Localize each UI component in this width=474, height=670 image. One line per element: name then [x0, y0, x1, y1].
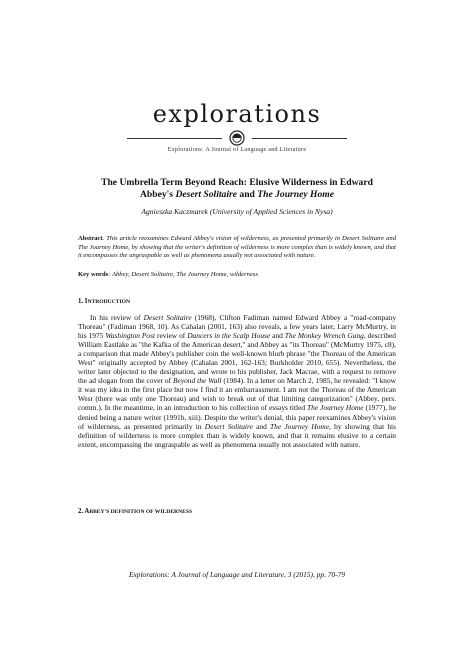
- title-line-1: The Umbrella Term Beyond Reach: Elusive Wilderness in Edward: [101, 177, 373, 188]
- rule-left: [127, 138, 222, 139]
- text-run: and: [252, 421, 271, 431]
- section-title: BBEY'S DEFINITION OF WILDERNESS: [89, 509, 193, 515]
- section-heading-definition: [78, 508, 192, 515]
- text-run: , described William Eastlake as "the Kafka of the American desert," and Abbey as "its Thoreau" (McMurtry 1975, c8), a comparison that made Abbey's publisher coin the well-known blurb phrase "the Thoreau of the American West" originally accepted by Abbey (Cahalan 2001, 162-163; Burkholder 2010, 655). Nevertheless, the writer later objected to the designation, and wrote to his publisher, Jack Macrae, with a request to remove the ad slogan from the cover of: [78, 331, 396, 386]
- body-text: [78, 313, 396, 449]
- text-run-italic: The Monkey Wrench Gang: [284, 331, 364, 341]
- title-part-italic: Desert Solitaire: [175, 189, 237, 200]
- section-number: 2. A: [78, 508, 90, 515]
- journal-masthead: [0, 100, 474, 153]
- title-line-2: [60, 189, 414, 201]
- text-run: (1968), Clifton Fadiman named Edward Abbey a "road-company Thoreau" (Fadiman 1968, 10). As Cahalan (2001, 163) also reveals, a few years later, Larry McMurtry, in his 1975: [78, 313, 397, 341]
- text-run-italic: Desert Solitaire: [204, 421, 253, 431]
- paragraph-1: [78, 313, 396, 449]
- text-run: review of: [155, 331, 188, 341]
- title-part: and: [237, 189, 258, 200]
- text-run: In his review of: [90, 313, 144, 322]
- page-footer-citation: Explorations: A Journal of Language and Literature, 3 (2015), pp. 70-79: [128, 570, 346, 579]
- text-run: and: [270, 331, 285, 341]
- text-run: (1977), he denied being a nature writer (1991b, xiii). Despite the writer's denial, this paper reexamines Abbey's vision of wilderness, as presented primarily in: [78, 403, 396, 431]
- section-title: NTRODUCTION: [87, 299, 131, 305]
- abstract-label: Abstract: [78, 235, 103, 242]
- rule-right: [252, 138, 347, 139]
- globe-emblem-icon: [229, 130, 245, 146]
- text-run-italic: Dancers in the Scalp House: [187, 331, 271, 341]
- author-line: Agnieszka Kaczmarek (University of Applied Sciences in Nysa): [141, 207, 333, 216]
- title-part: Abbey's: [139, 189, 176, 200]
- text-run-italic: The Journey Home: [307, 403, 364, 413]
- text-run-italic: The Journey Home: [270, 421, 330, 431]
- text-run: , by showing that his definition of wilderness is more complex than is widely known, and that it remains elusive to a certain extent, encompassing the ungraspable as well as phenomena usually not associated with nature.: [78, 421, 396, 449]
- journal-subtitle: Explorations: A Journal of Language and Literature: [167, 147, 307, 153]
- masthead-rule: [127, 130, 347, 146]
- keywords: [78, 271, 396, 280]
- journal-name: explorations: [152, 100, 322, 128]
- text-run-italic: Beyond the Wall: [173, 376, 222, 386]
- section-heading-introduction: [78, 298, 130, 305]
- keywords-label: Key words: [78, 271, 109, 278]
- text-run-italic: Desert Solitaire: [143, 313, 192, 322]
- article-title: [60, 177, 414, 201]
- section-number: 1. I: [78, 298, 88, 305]
- text-run: (1984). In a letter on March 2, 1985, he revealed: "I know it was my idea in the first place but now I find it an embarrassment. I am not the Thoreau of the American West (there was only one Thoreau) and wish to break out of that limiting categorization" (Abbey, pers. comm.). In the meantime, in an introduction to his collection of essays titled: [78, 376, 396, 413]
- keywords-text: : Abbey, Desert Solitaire, The Journey Home, wilderness: [108, 271, 259, 278]
- text-run-italic: Washington Post: [105, 331, 156, 341]
- abstract-text: . This article reexamines Edward Abbey's vision of wilderness, as presented primarily in Desert Solitaire and The Journey Home, by showing that the writer's definition of wilderness is more complex than is widely known, and that it encompasses the ungraspable as well as phenomena usually not associated with nature.: [78, 235, 396, 260]
- abstract: [78, 235, 396, 261]
- title-part-italic: The Journey Home: [257, 189, 335, 200]
